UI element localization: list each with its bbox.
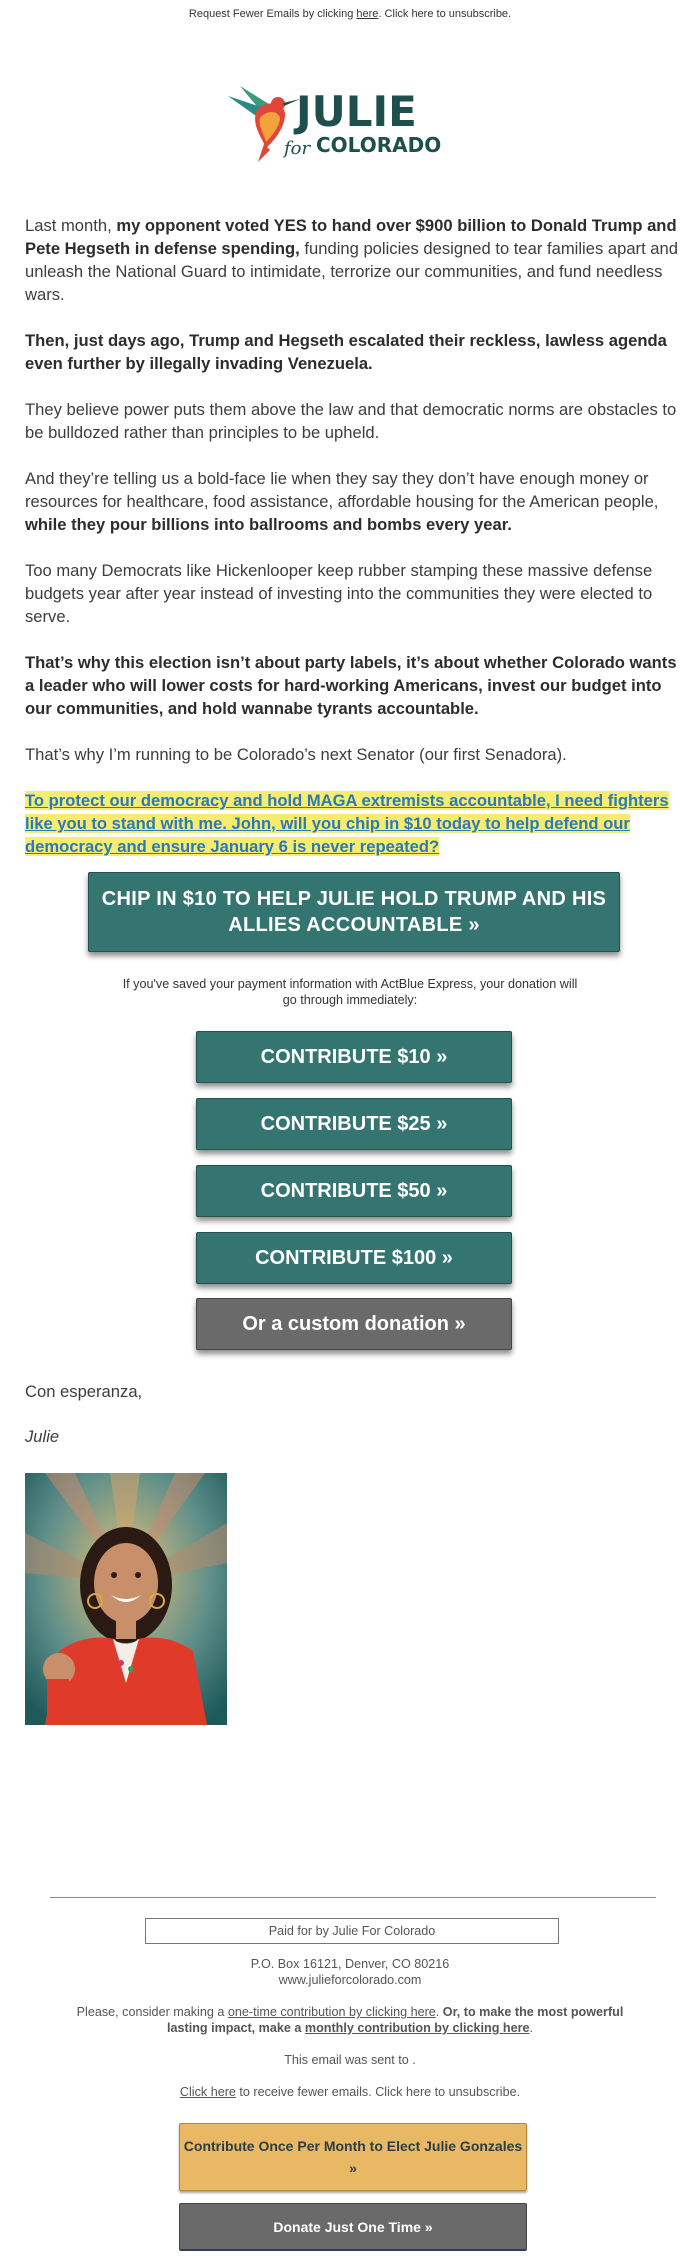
logo-for-text: for xyxy=(284,138,311,159)
candidate-photo xyxy=(25,1473,227,1725)
actblue-express-note: If you've saved your payment information with ActBlue Express, your donation will go through immediately: xyxy=(122,977,578,1007)
footer-website[interactable]: www.julieforcolorado.com xyxy=(278,1973,422,1987)
paragraph-4: And they’re telling us a bold-face lie when they say they don’t have enough money or resources for healthcare, food assistance, affordable housing for the American people, while they pour billions into ballrooms and bombs every year. xyxy=(25,469,659,534)
header-note-text: Request Fewer Emails by clicking xyxy=(188,8,357,20)
contribute-50-button[interactable]: CONTRIBUTE $50 » xyxy=(196,1165,512,1217)
one-time-donation-button[interactable]: Donate Just One Time » xyxy=(179,2203,527,2251)
header-note xyxy=(0,0,700,20)
hummingbird-icon xyxy=(220,66,470,162)
campaign-logo xyxy=(220,66,470,162)
paid-for-box: Paid for by Julie For Colorado xyxy=(145,1918,559,1944)
one-time-contribution-link[interactable]: one-time contribution by clicking here xyxy=(227,2005,436,2019)
paragraph-5: Too many Democrats like Hickenlooper keep rubber stamping these massive defense budgets year after year instead of investing into the communities they were elected to serve. xyxy=(25,561,653,626)
contribute-10-button[interactable]: CONTRIBUTE $10 » xyxy=(196,1031,512,1083)
paragraph-6: That’s why this election isn’t about party labels, it’s about whether Colorado wants a leader who will lower costs for hard-working Americans, invest our budget into our communities, and hold wannabe tyrants accountable. xyxy=(25,653,677,718)
footer-contribution-text: Please, consider making a one-time contribution by clicking here. Or, to make the most powerful lasting impact, make a monthly contribution by clicking here. xyxy=(76,2005,624,2035)
chip-in-main-button[interactable]: CHIP IN $10 TO HELP JULIE HOLD TRUMP AND HIS ALLIES ACCOUNTABLE » xyxy=(88,872,620,952)
logo-julie-text: JULIE xyxy=(296,87,417,136)
paragraph-1: Last month, my opponent voted YES to hand over $900 billion to Donald Trump and Pete Hegseth in defense spending, funding policies designed to tear families apart and unleash the National Guard to intimidate, terrorize our communities, and fund needless wars. xyxy=(25,216,678,304)
logo-colorado-text: COLORADO xyxy=(316,133,442,157)
donate-ask-link[interactable]: To protect our democracy and hold MAGA extremists accountable, I need fighters like you to stand with me. John, will you chip in $10 today to help defend our democracy and ensure January 6 is never repeated? xyxy=(25,791,669,856)
sent-to-text: This email was sent to . xyxy=(284,2053,416,2067)
footer-address: P.O. Box 16121, Denver, CO 80216 xyxy=(250,1957,450,1971)
signature-name: Julie xyxy=(25,1427,60,1446)
paragraph-3: They believe power puts them above the law and that democratic norms are obstacles to be bulldozed rather than principles to be upheld. xyxy=(25,400,677,442)
paragraph-8 xyxy=(25,789,685,858)
footer-divider xyxy=(50,1897,656,1898)
custom-donation-button[interactable]: Or a custom donation » xyxy=(196,1298,512,1350)
paragraph-7: That’s why I’m running to be Colorado’s next Senator (our first Senadora). xyxy=(25,745,567,764)
contribute-25-button[interactable]: CONTRIBUTE $25 » xyxy=(196,1098,512,1150)
monthly-contribution-button[interactable]: Contribute Once Per Month to Elect Julie Gonzales » xyxy=(179,2123,527,2191)
closing-text: Con esperanza, xyxy=(25,1382,143,1401)
fewer-emails-link[interactable]: here xyxy=(356,8,379,20)
paragraph-2: Then, just days ago, Trump and Hegseth escalated their reckless, lawless agenda even further by illegally invading Venezuela. xyxy=(25,331,667,373)
unsubscribe-text[interactable]: . Click here to unsubscribe. xyxy=(378,8,512,20)
footer-unsubscribe-text[interactable]: to receive fewer emails. Click here to unsubscribe. xyxy=(235,2085,521,2099)
fewer-emails-footer xyxy=(60,2084,640,2100)
footer-fewer-emails-link[interactable]: Click here xyxy=(179,2085,236,2099)
contribute-100-button[interactable]: CONTRIBUTE $100 » xyxy=(196,1232,512,1284)
email-body xyxy=(25,214,685,881)
monthly-contribution-link[interactable]: monthly contribution by clicking here xyxy=(304,2021,530,2035)
